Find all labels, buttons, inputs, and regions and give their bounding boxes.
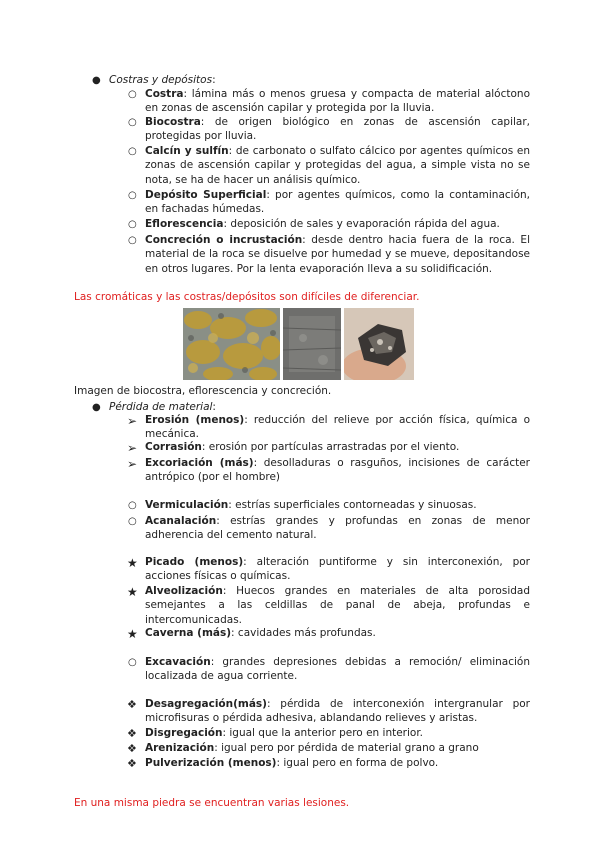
list-item-calcin: Calcín y sulfín: de carbonato o sulfato cálcico por agentes químicos en zonas de ascensión capilar y protegidas del agua, a simple vista no se nota, se ha de hacer un análisis químico. bbox=[145, 145, 531, 186]
list-item-biocostra: Biocostra: de origen biológico en zonas de ascensión capilar, protegidas por lluvia. bbox=[145, 116, 530, 143]
circle-bullet: ○ bbox=[128, 146, 137, 157]
list-item-alveolizacion: Alveolización: Huecos grandes en materiales de alta porosidad semejantes a las celdillas de panal de abeja, profundas e intercomunicadas. bbox=[145, 585, 530, 626]
photo-eflorescencia bbox=[283, 308, 341, 380]
star-bullet: ★ bbox=[127, 556, 138, 570]
list-item-deposito: Depósito Superficial: por agentes químicos, como la contaminación, en fachadas húmedas. bbox=[145, 189, 531, 216]
list-item-excoriacion: Excoriación (más): desolladuras o rasguños, incisiones de carácter antrópico (por el hombre) bbox=[145, 457, 530, 484]
section-heading-costras: Costras y depósitos: bbox=[109, 74, 216, 86]
disc-bullet: ● bbox=[92, 402, 101, 413]
list-item-pulverizacion: Pulverización (menos): igual pero en forma de polvo. bbox=[145, 757, 439, 769]
image-caption: Imagen de biocostra, eflorescencia y concreción. bbox=[74, 385, 332, 397]
arrow-bullet: ➢ bbox=[127, 441, 138, 455]
list-item-eflorescencia: Eflorescencia: deposición de sales y evaporación rápida del agua. bbox=[145, 218, 500, 230]
arrow-bullet: ➢ bbox=[127, 414, 138, 428]
list-item-corrasion: Corrasión: erosión por partículas arrastradas por el viento. bbox=[145, 441, 460, 453]
list-item-desagregacion: Desagregación(más): pérdida de interconexión intergranular por microfisuras o pérdida adhesiva, ablandando relieves y aristas. bbox=[145, 698, 530, 725]
diamond-bullet: ❖ bbox=[127, 757, 137, 770]
circle-bullet: ○ bbox=[128, 235, 137, 246]
diamond-bullet: ❖ bbox=[127, 742, 137, 755]
star-bullet: ★ bbox=[127, 627, 138, 641]
circle-bullet: ○ bbox=[128, 516, 137, 527]
circle-bullet: ○ bbox=[128, 219, 137, 230]
circle-bullet: ○ bbox=[128, 117, 137, 128]
circle-bullet: ○ bbox=[128, 190, 137, 201]
list-item-vermiculacion: Vermiculación: estrías superficiales contorneadas y sinuosas. bbox=[145, 499, 477, 511]
list-item-costra: Costra: lámina más o menos gruesa y compacta de material alóctono en zonas de ascensión capilar y protegida por la lluvia. bbox=[145, 88, 530, 115]
arrow-bullet: ➢ bbox=[127, 457, 138, 471]
list-item-disgregacion: Disgregación: igual que la anterior pero en interior. bbox=[145, 727, 424, 739]
diamond-bullet: ❖ bbox=[127, 727, 137, 740]
section-heading-perdida: Pérdida de material: bbox=[109, 401, 216, 413]
list-item-arenizacion: Arenización: igual pero por pérdida de material grano a grano bbox=[145, 742, 479, 754]
list-item-picado: Picado (menos): alteración puntiforme y sin interconexión, por acciones físicas o químicas. bbox=[145, 556, 530, 583]
list-item-excavacion: Excavación: grandes depresiones debidas a remoción/ eliminación localizada de agua corriente. bbox=[145, 656, 530, 683]
star-bullet: ★ bbox=[127, 585, 138, 599]
photo-biocostra bbox=[183, 308, 280, 380]
circle-bullet: ○ bbox=[128, 657, 137, 668]
disc-bullet: ● bbox=[92, 75, 101, 86]
list-item-erosion: Erosión (menos): reducción del relieve por acción física, química o mecánica. bbox=[145, 414, 531, 441]
list-item-caverna: Caverna (más): cavidades más profundas. bbox=[145, 627, 376, 639]
photo-concrecion bbox=[344, 308, 414, 380]
note-red-1: Las cromáticas y las costras/depósitos son difíciles de diferenciar. bbox=[74, 291, 420, 303]
list-item-concrecion: Concreción o incrustación: desde dentro hacia fuera de la roca. El material de la roca se disuelve por humedad y se mueve, depositandose en otros lugares. Por la lenta evaporación lleva a su solidificación. bbox=[145, 234, 530, 275]
list-item-acanalacion: Acanalación: estrías grandes y profundas en zonas de menor adherencia del cemento natural. bbox=[145, 515, 530, 542]
circle-bullet: ○ bbox=[128, 500, 137, 511]
circle-bullet: ○ bbox=[128, 89, 137, 100]
diamond-bullet: ❖ bbox=[127, 698, 137, 711]
note-red-2: En una misma piedra se encuentran varias lesiones. bbox=[74, 797, 350, 809]
